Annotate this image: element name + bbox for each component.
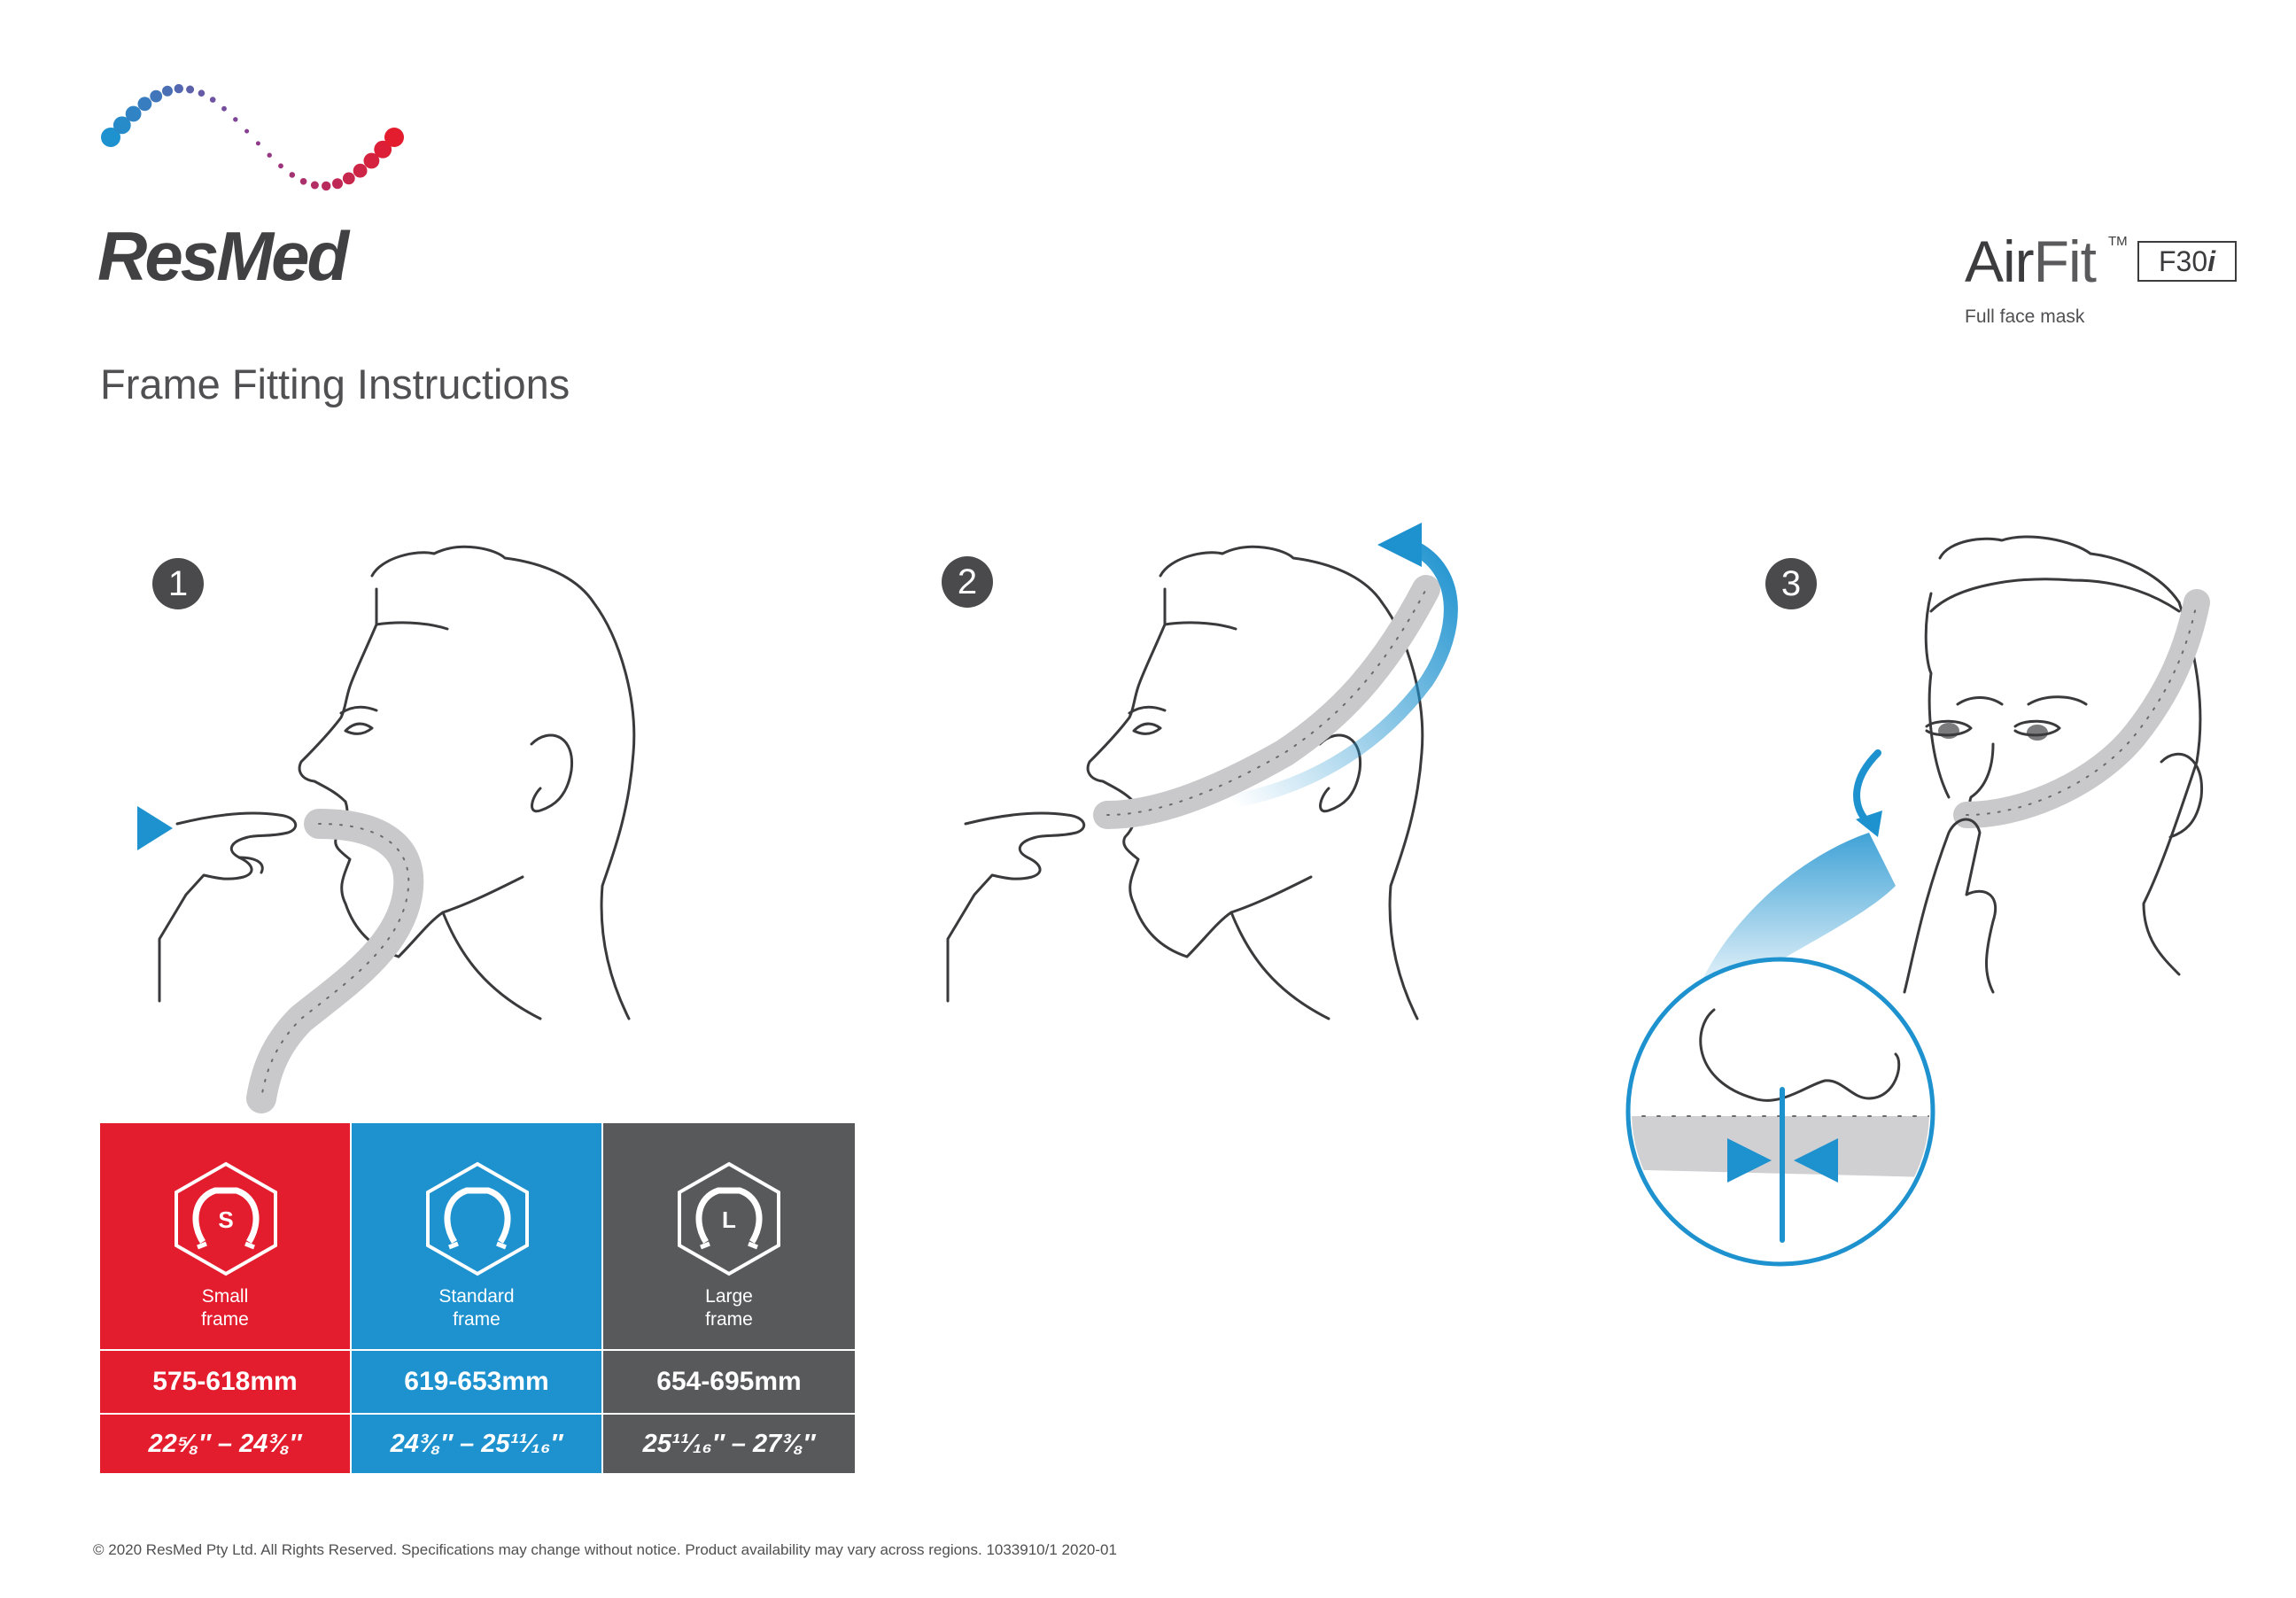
standard-frame-inches: 24⅜″ – 25¹¹⁄₁₆″: [352, 1415, 603, 1475]
face-profile-upper: [1088, 624, 1165, 802]
head-hair-outline: [372, 547, 593, 602]
logo-dot: [332, 178, 343, 189]
logo-dot: [162, 86, 173, 97]
standard-frame-label: [352, 1285, 601, 1331]
ear: [531, 735, 572, 811]
jaw-line: [1187, 877, 1311, 957]
product-name-light: Fit: [2033, 229, 2096, 294]
small-frame-cell: [100, 1123, 352, 1351]
hand-outline: [159, 813, 296, 1001]
measuring-tape: [1966, 602, 2197, 815]
hairline: [1931, 579, 2179, 611]
logo-dot: [126, 106, 142, 122]
eyebrow-left: [1958, 698, 2002, 705]
large-frame-inches: 25¹¹⁄₁₆″ – 27⅜″: [603, 1415, 855, 1475]
resmed-logo-dots: [93, 66, 412, 208]
eye: [345, 724, 372, 733]
small-frame-label-line1: Small: [201, 1286, 249, 1307]
logo-dot: [186, 86, 194, 94]
standard-frame-label-line1: Standard: [438, 1286, 515, 1307]
standard-frame-mm: 619-653mm: [352, 1351, 603, 1415]
head-sideburn: [1165, 589, 1236, 629]
product-model-box: [2137, 241, 2237, 282]
logo-dot: [150, 90, 162, 103]
step-1-illustration: [80, 523, 700, 1098]
neck-outline: [443, 912, 540, 1019]
neck-outline: [1231, 912, 1329, 1019]
push-arrow-icon: [137, 806, 173, 850]
product-logo: [1965, 229, 2216, 294]
eye: [1134, 724, 1160, 733]
logo-dot: [311, 182, 319, 190]
small-frame-icon: [171, 1160, 281, 1277]
logo-dot: [343, 173, 355, 185]
step-2-number: 2: [942, 556, 993, 608]
page-title: Frame Fitting Instructions: [100, 361, 570, 407]
large-frame-mm: 654-695mm: [603, 1351, 855, 1415]
logo-dot: [198, 89, 206, 97]
logo-dot: [244, 129, 249, 134]
logo-dot: [300, 178, 307, 185]
eye-right: [2027, 725, 2048, 741]
frame-size-table: [100, 1123, 855, 1475]
logo-dot: [138, 97, 152, 111]
step-3-number: 3: [1765, 558, 1817, 609]
logo-dot: [322, 182, 330, 190]
large-frame-label: [603, 1285, 855, 1331]
large-frame-label-line1: Large: [705, 1286, 753, 1307]
product-subtitle: Full face mask: [1965, 306, 2085, 327]
eyebrow: [1129, 707, 1165, 713]
product-name-bold: Air: [1965, 229, 2034, 294]
face-left-outline: [1926, 593, 1949, 797]
head-hair-outline: [1160, 547, 1382, 602]
small-frame-mm: 575-618mm: [100, 1351, 352, 1415]
logo-dot: [268, 153, 272, 158]
logo-dot: [278, 163, 283, 168]
measuring-tape-ticks: [1107, 589, 1426, 815]
logo-dot: [233, 117, 237, 121]
eyebrow-right: [2028, 697, 2086, 704]
eyebrow: [341, 707, 376, 713]
large-frame-cell: [603, 1123, 855, 1351]
logo-dot: [384, 128, 404, 147]
logo-dot: [256, 141, 260, 145]
step-1-number: 1: [152, 558, 204, 609]
logo-dot: [210, 97, 216, 103]
hand-outline: [1904, 819, 1996, 992]
standard-frame-label-line2: frame: [453, 1309, 500, 1330]
step-2-illustration: [930, 496, 1506, 1019]
standard-frame-cell: [352, 1123, 603, 1351]
head-back-outline: [593, 602, 634, 1019]
copyright-footer: © 2020 ResMed Pty Ltd. All Rights Reserved. Specifications may change without notice. Product availability may vary across regions. 1033910/1 2020-01: [93, 1541, 1117, 1558]
logo-dot: [175, 84, 183, 93]
wrap-arrow-icon: [1377, 523, 1422, 567]
product-model: F30: [2158, 245, 2208, 277]
ear: [2161, 754, 2202, 837]
measuring-tape: [1107, 589, 1426, 815]
standard-frame-icon: [423, 1160, 532, 1277]
small-frame-label-line2: frame: [201, 1309, 249, 1330]
head-sideburn: [376, 589, 447, 629]
small-frame-badge: S: [218, 1206, 234, 1233]
step-3-illustration: [1612, 531, 2232, 1240]
trademark-symbol: TM: [2108, 234, 2128, 249]
logo-dot: [290, 172, 296, 178]
large-frame-label-line2: frame: [705, 1309, 753, 1330]
product-model-suffix: i: [2207, 245, 2216, 277]
face-profile-upper: [299, 624, 376, 802]
brand-name: ResMed: [97, 217, 347, 295]
logo-dot: [221, 106, 227, 112]
small-frame-inches: 22⅝″ – 24⅜″: [100, 1415, 352, 1475]
measuring-tape: [261, 824, 408, 1098]
product-name: [1965, 229, 2096, 294]
logo-dot: [353, 164, 368, 178]
small-frame-label: [100, 1285, 350, 1331]
large-frame-badge: L: [722, 1206, 736, 1233]
large-frame-icon: [674, 1160, 784, 1277]
hand-outline: [948, 813, 1084, 1001]
